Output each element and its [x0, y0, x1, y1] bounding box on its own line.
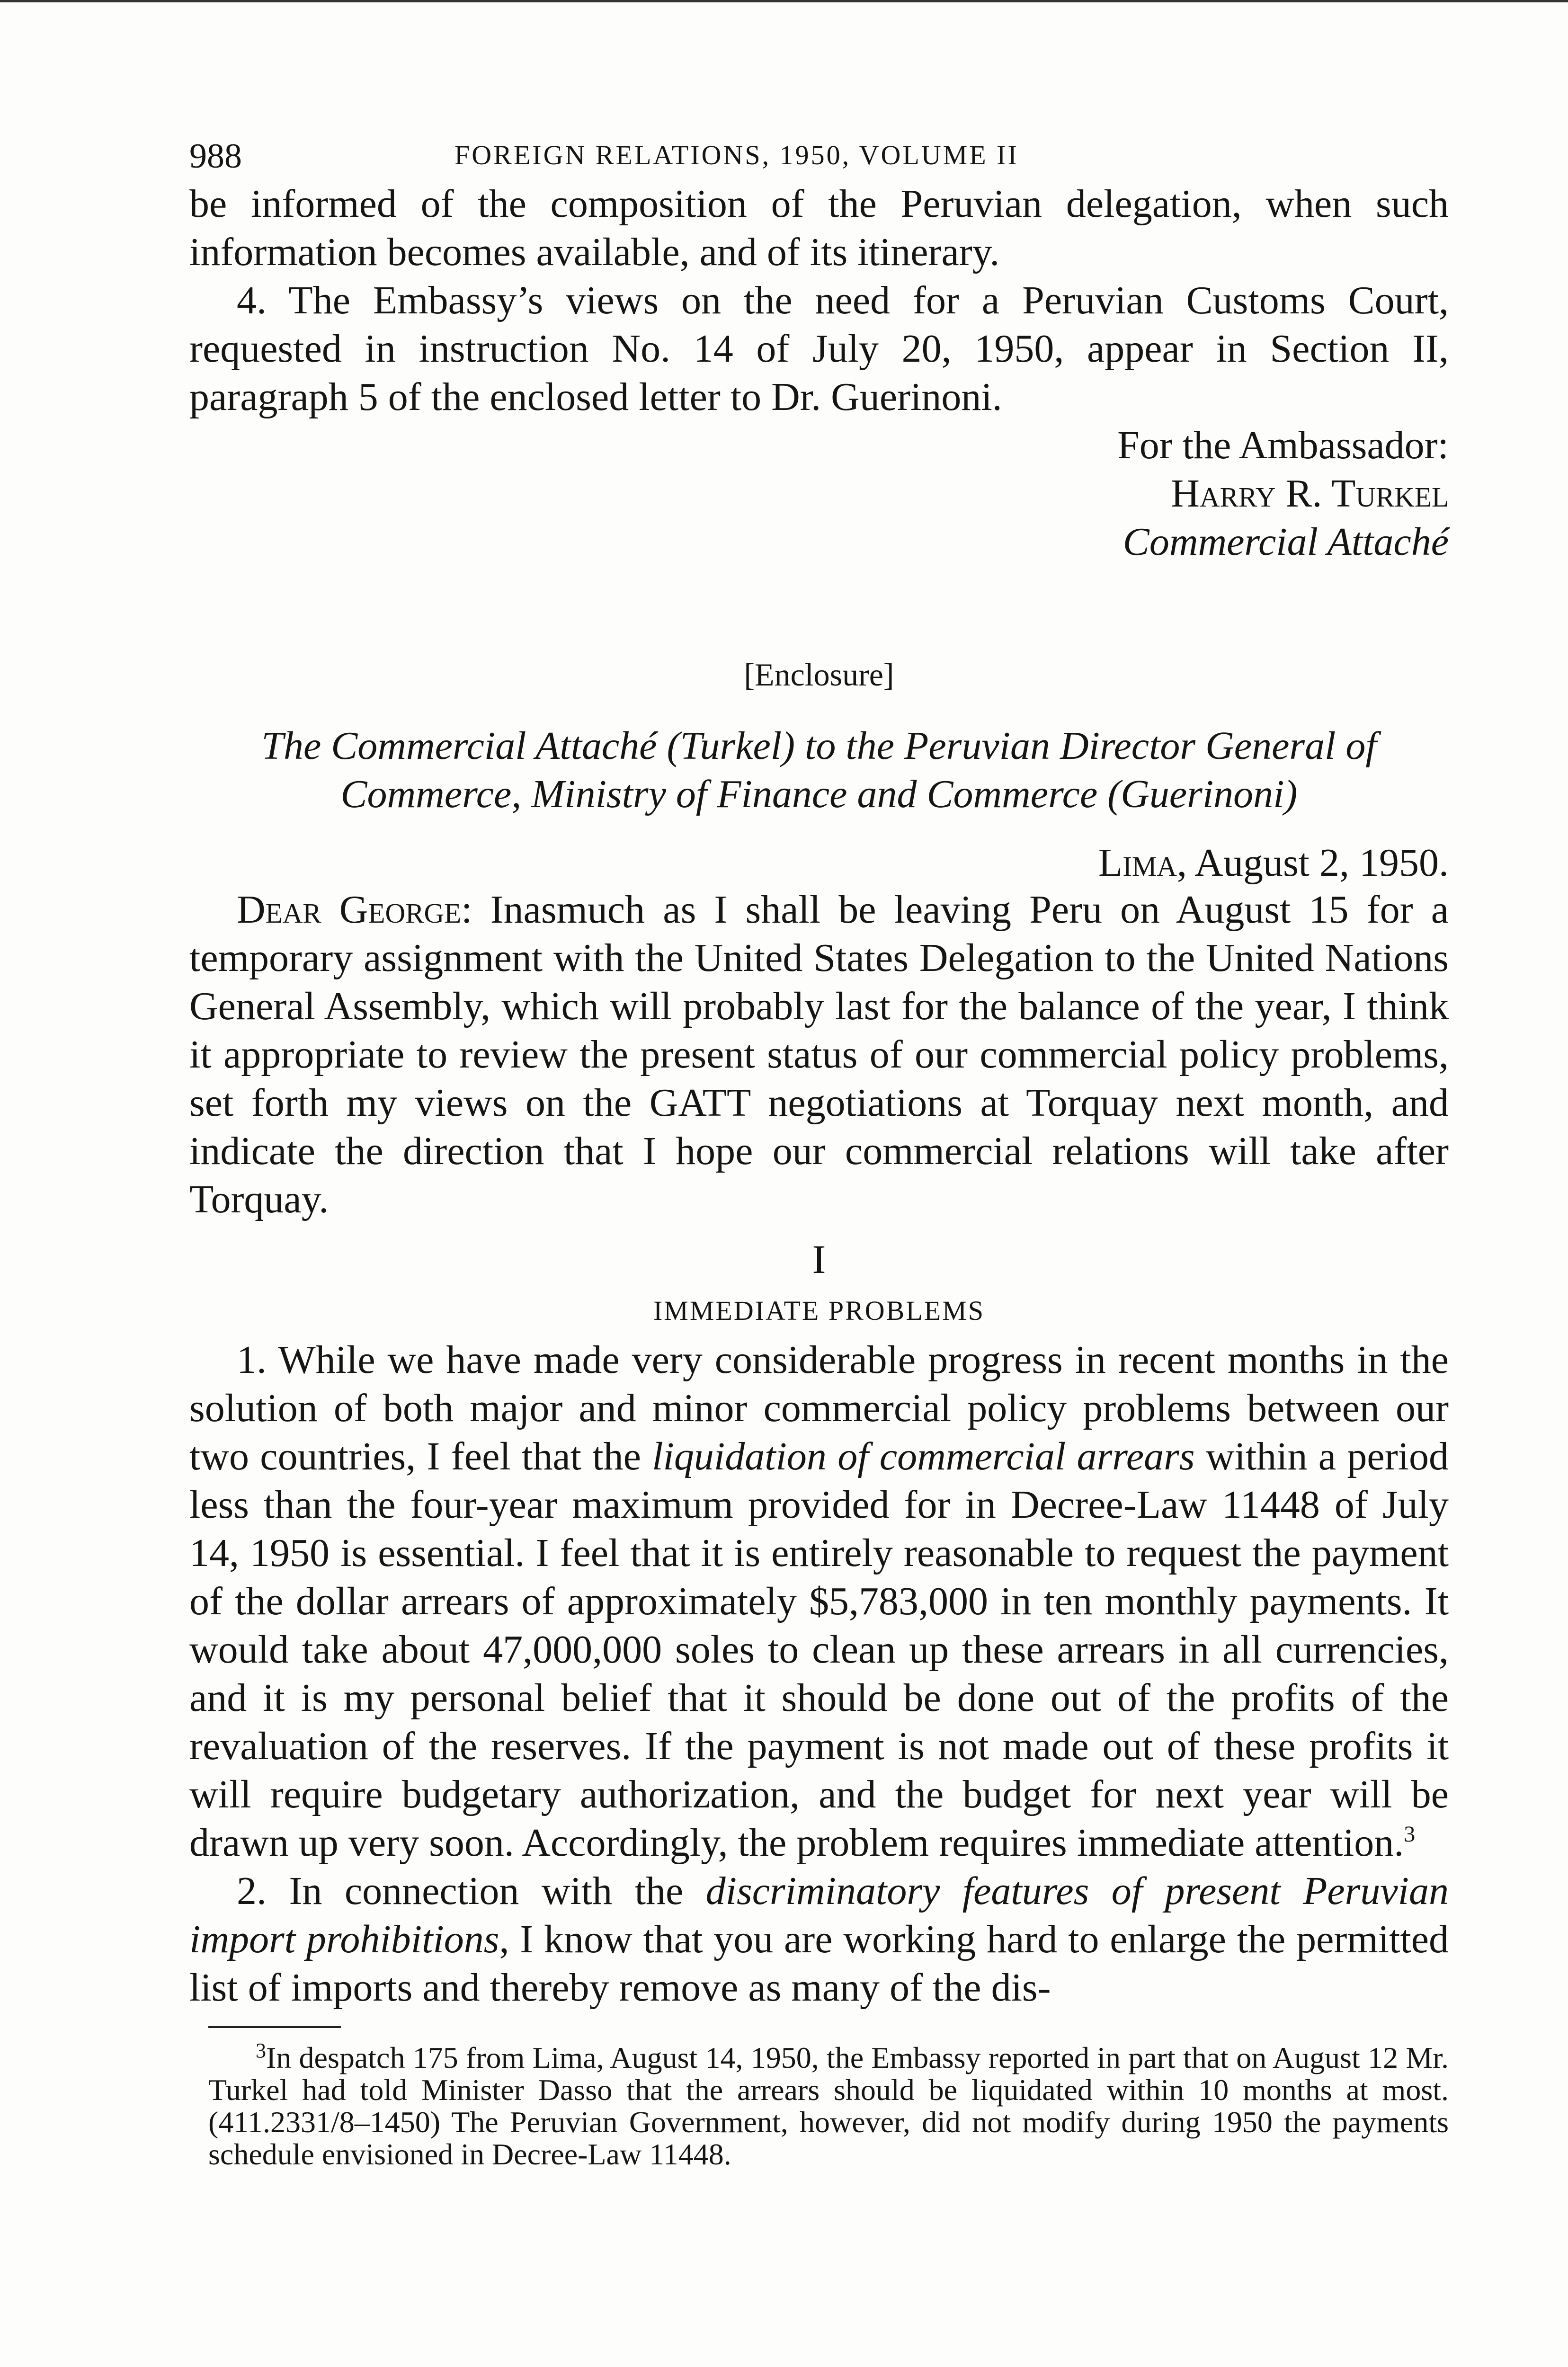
opening-paragraph [189, 886, 1449, 1224]
page-header [189, 128, 1449, 180]
dateline-city: Lima [1098, 841, 1177, 885]
running-title: FOREIGN RELATIONS, 1950, VOLUME II [454, 140, 1019, 170]
page-number: 988 [189, 137, 242, 176]
enclosure-label: [Enclosure] [744, 657, 894, 693]
section-title: IMMEDIATE PROBLEMS [653, 1295, 985, 1326]
salutation-separator: : [461, 888, 490, 932]
signature-block [189, 421, 1449, 566]
signature-name: Harry R. Turkel [1171, 472, 1449, 516]
signature-line: For the Ambassador: [1117, 423, 1449, 467]
paragraph-1-italic: liquidation of commercial arrears [652, 1434, 1195, 1478]
paragraph-2-italic: discriminatory features of present Peruvian import prohibitions [189, 1869, 1449, 1961]
footnote [208, 2035, 1449, 2171]
opening-text: Inasmuch as I shall be leaving Peru on August 15 for a temporary assignment with the United States Delegation to the United Nations General Assembly, which will probably last for the balance of the year, I think it appropriate to review the present status of our commercial policy problems, set forth my views on the GATT negotiations at Torquay next month, and indicate the direction that I hope our commercial relations will take after Torquay. [189, 888, 1449, 1221]
paragraph-1-text-a: 1. While we have made very considerable progress in recent months in the solution of both major and minor commercial policy problems between our two countries, I feel that the [189, 1338, 1449, 1478]
signature-title: Commercial Attaché [1123, 520, 1449, 564]
footnote-reference: 3 [1404, 1822, 1416, 1847]
enclosure-heading: The Commercial Attaché (Turkel) to the Peruvian Director General of Commerce, Ministry of Finance and Commerce (Guerinoni) [261, 724, 1377, 816]
document-page [189, 128, 1449, 2171]
paragraph-1 [189, 1336, 1449, 1867]
dateline [189, 840, 1449, 886]
paragraph-2-text-a: 2. In connection with the [237, 1869, 706, 1913]
continued-paragraph: be informed of the composition of the Peruvian delegation, when such information becomes available, and of its itinerary. [189, 182, 1449, 274]
footnote-rule [208, 2026, 341, 2028]
paragraph-1-text-b: within a period less than the four-year maximum provided for in Decree-Law 11448 of July 14, 1950 is essential. I feel that it is entirely reasonable to request the payment of the dollar arrears of approximately $5,783,000 in ten monthly payments. It would take about 47,000,000 soles to clean up these arrears in all currencies, and it is my personal belief that it should be done out of the profits of the revaluation of the reserves. If the payment is not made out of these profits it will require budgetary authorization, and the budget for next year will be drawn up very soon. Accordingly, the problem requires immediate attention. [189, 1434, 1449, 1865]
footnote-text: In despatch 175 from Lima, August 14, 1950, the Embassy reported in part that on August 12 Mr. Turkel had told Minister Dasso that the arrears should be liquidated within 10 months at most. (411.2331/8–1450) The Peruvian Government, however, did not modify during 1950 the payments schedule envisioned in Decree-Law 11448. [208, 2041, 1449, 2171]
dateline-date: , August 2, 1950. [1176, 841, 1449, 885]
section-numeral: I [812, 1237, 826, 1282]
top-border-line [0, 0, 1568, 2]
paragraph-4: 4. The Embassy’s views on the need for a Peruvian Customs Court, requested in instruction No. 14 of July 20, 1950, appear in Section II, paragraph 5 of the enclosed letter to Dr. Guerinoni. [189, 278, 1449, 419]
footnote-mark: 3 [256, 2039, 266, 2062]
paragraph-2-text-b: , I know that you are working hard to enlarge the permitted list of imports and thereby remove as many of the dis- [189, 1917, 1449, 2010]
paragraph-2 [189, 1867, 1449, 2012]
salutation: Dear George [237, 888, 462, 932]
